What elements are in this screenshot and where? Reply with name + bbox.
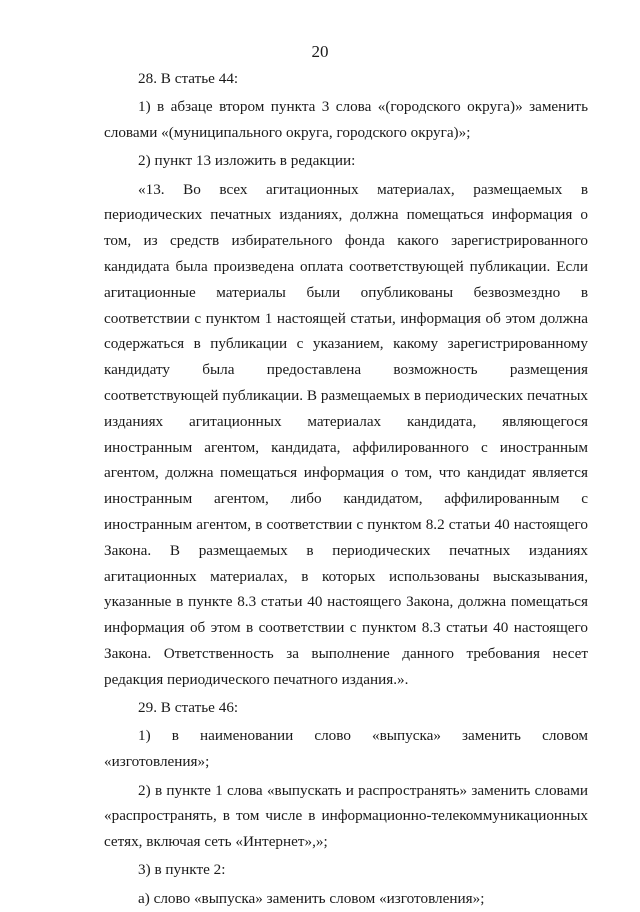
- paragraph-article-28-heading: 28. В статье 44:: [138, 70, 239, 87]
- paragraph-point-13-text: «13. Во всех агитационных материалах, размещаемых в периодических печатных изданиях, должна помещаться информация о том, из средств избирательного фонда какого зарегистрированного кандидата была произведена оплата соответствующей публикации. Если агитационные материалы были опубликованы безвозмездно в соответствии с пунктом 1 настоящей статьи, информация об этом должна содержаться в публикации с указанием, какому зарегистрированному кандидату была предоставлена возможность размещения соответствующей публикации. В размещаемых в периодических печатных изданиях агитационных материалах кандидата, являющегося иностранным агентом, кандидата, аффилированного с иностранным агентом, должна помещаться информация о том, что кандидат является иностранным агентом, либо кандидатом, аффилированным с иностранным агентом, в соответствии с пунктом 8.2 статьи 40 настоящего Закона. В размещаемых в периодических печатных изданиях агитационных материалах, в которых использованы высказывания, указанные в пункте 8.3 статьи 40 настоящего Закона, должна помещаться информация об этом в соответствии с пунктом 8.3 статьи 40 настоящего Закона. Ответственность за выполнение данного требования несет редакция периодического печатного издания.».: [104, 180, 588, 688]
- paragraph-article-29-item-2: 2) в пункте 1 слова «выпускать и распространять» заменить словами «распространять, в том числе в информационно-телекоммуникационных сетях, включая сеть «Интернет»,»;: [104, 781, 588, 851]
- page-number: 20: [311, 42, 329, 61]
- paragraph-article-28-item-1: 1) в абзаце втором пункта 3 слова «(городского округа)» заменить словами «(муниципального округа, городского округа)»;: [104, 98, 588, 142]
- paragraph-article-29-item-3: 3) в пункте 2:: [138, 861, 226, 879]
- paragraph-article-29-item-3a: а) слово «выпуска» заменить словом «изготовления»;: [138, 889, 485, 907]
- paragraph-article-29-heading: 29. В статье 46:: [138, 699, 239, 717]
- paragraph-article-29-item-1: 1) в наименовании слово «выпуска» заменить словом «изготовления»;: [104, 727, 588, 771]
- paragraph-article-28-item-2: 2) пункт 13 изложить в редакции:: [138, 152, 356, 170]
- document-body: [104, 66, 588, 912]
